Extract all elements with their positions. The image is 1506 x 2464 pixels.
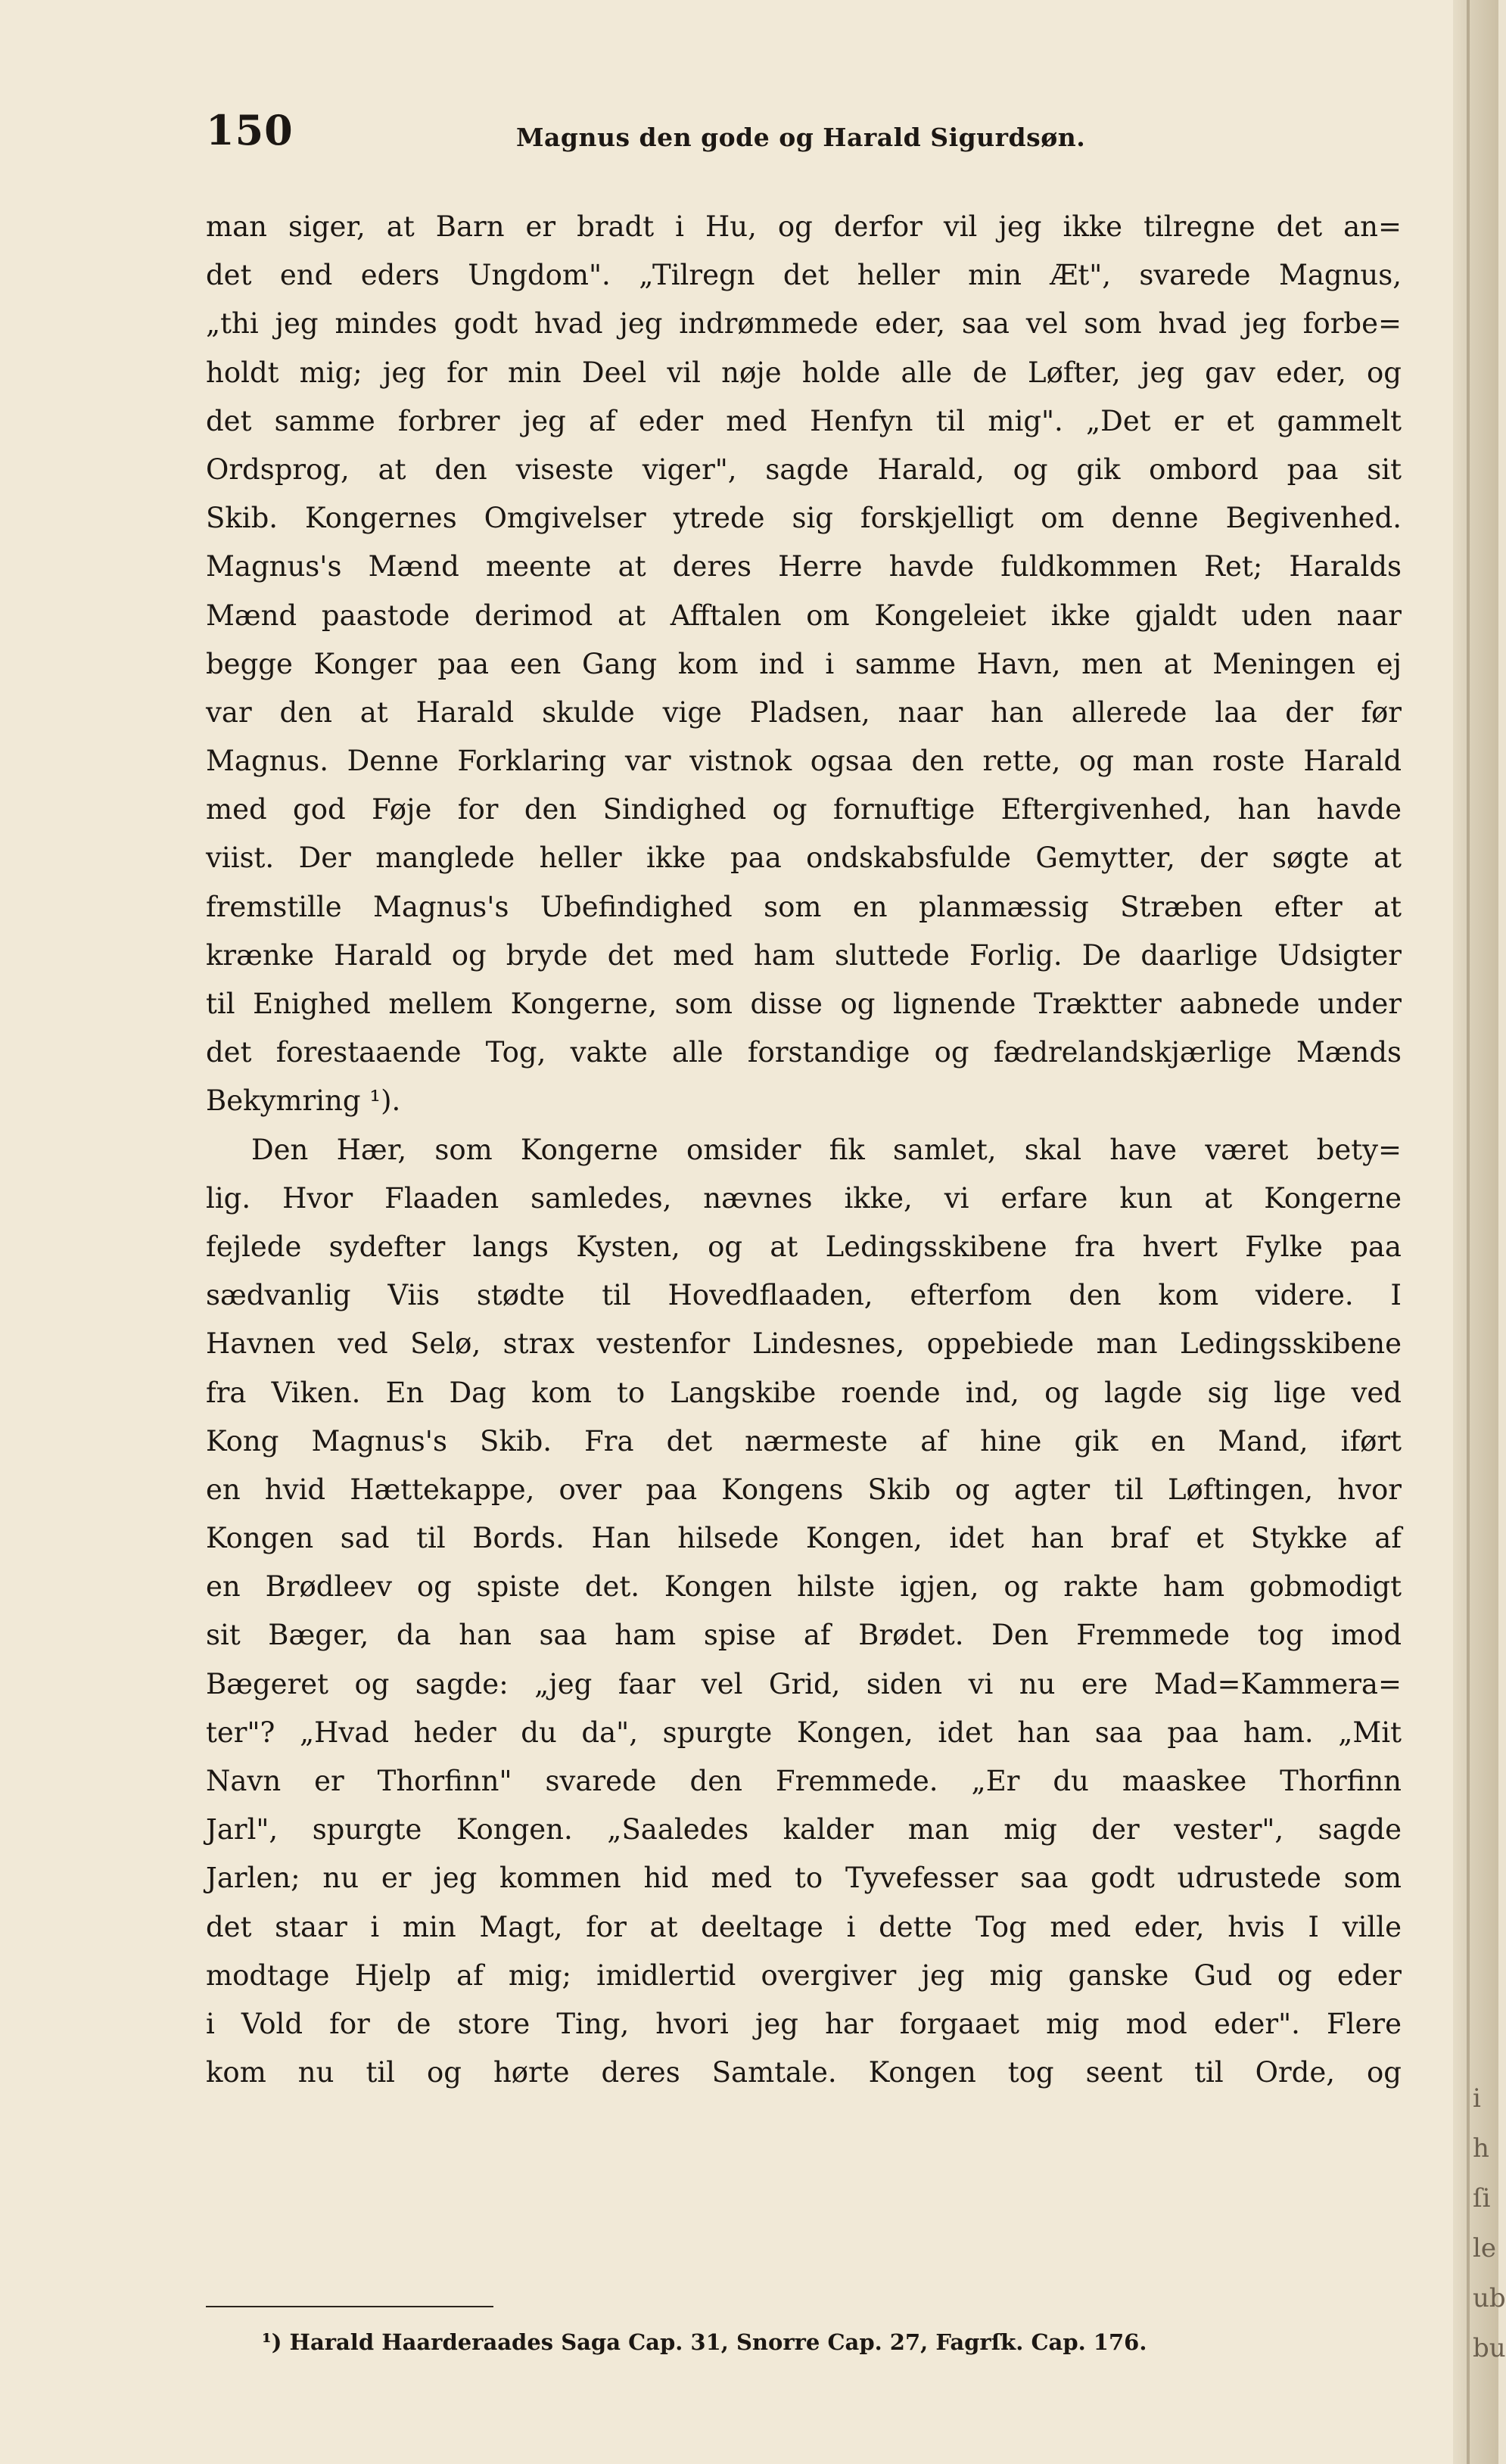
footnote-text: Harald Haarderaades Saga Cap. 31, Snorre Cap. 27, Fagrſk. Cap. 176. xyxy=(289,2329,1147,2355)
text-line: med god Føje for den Sindighed og fornuftige Eftergivenhed, han havde xyxy=(206,793,1402,826)
text-line: en hvid Hættekappe, over paa Kongens Skib og agter til Løftingen, hvor xyxy=(206,1473,1402,1506)
text-line: det samme forbrer jeg af eder med Henfyn til mig". „Det er et gammelt xyxy=(206,404,1402,437)
edge-fragment: ub xyxy=(1473,2283,1506,2313)
text-line: det staar i min Magt, for at deeltage i dette Tog med eder, hvis I ville xyxy=(206,1910,1402,1943)
text-line: det end eders Ungdom". „Tilregn det heller min Æt", svarede Magnus, xyxy=(206,259,1402,292)
page-number: 150 xyxy=(206,106,294,154)
paragraph-end-line: Bekymring ¹). xyxy=(206,1084,401,1118)
running-head: Magnus den gode og Harald Sigurdsøn. xyxy=(516,123,1086,152)
edge-fragment: h xyxy=(1473,2133,1489,2164)
text-line: modtage Hjelp af mig; imidlertid overgiver jeg mig ganske Gud og eder xyxy=(206,1958,1402,1992)
text-line: lig. Hvor Flaaden samledes, nævnes ikke, vi erfare kun at Kongerne xyxy=(206,1181,1402,1215)
text-line: Mænd paastode derimod at Afftalen om Kongeleiet ikke gjaldt uden naar xyxy=(206,599,1402,632)
text-line: fremstille Magnus's Ubefindighed som en planmæssig Stræben efter at xyxy=(206,890,1402,923)
text-line: fra Viken. En Dag kom to Langskibe roende ind, og lagde sig lige ved xyxy=(206,1376,1402,1409)
text-line: fejlede sydefter langs Kysten, og at Ledingsskibene fra hvert Fylke paa xyxy=(206,1230,1402,1263)
body-text xyxy=(206,203,1402,2097)
text-line: i Vold for de store Ting, hvori jeg har forgaaet mig mod eder". Flere xyxy=(206,2007,1402,2040)
text-line: Jarl", spurgte Kongen. „Saaledes kalder man mig der vester", sagde xyxy=(206,1813,1402,1846)
text-line: Havnen ved Selø, strax vestenfor Lindesnes, oppebiede man Ledingsskibene xyxy=(206,1327,1402,1361)
text-line: Kongen sad til Bords. Han hilsede Kongen, idet han braf et Stykke af xyxy=(206,1522,1402,1555)
text-line: begge Konger paa een Gang kom ind i samme Havn, men at Meningen ej xyxy=(206,647,1402,680)
text-line: Skib. Kongernes Omgivelser ytrede sig forskjelligt om denne Begivenhed. xyxy=(206,502,1402,535)
page-fold xyxy=(1467,0,1470,2464)
edge-fragment: bu xyxy=(1473,2333,1506,2363)
text-line: Ordsprog, at den viseste viger", sagde Harald, og gik ombord paa sit xyxy=(206,453,1402,486)
text-line: holdt mig; jeg for min Deel vil nøje holde alle de Løfter, jeg gav eder, og xyxy=(206,356,1402,389)
facing-page-edge xyxy=(1453,0,1506,2464)
text-line: ter"? „Hvad heder du da", spurgte Kongen, idet han saa paa ham. „Mit xyxy=(206,1716,1402,1749)
text-line: Magnus's Mænd meente at deres Herre havde fuldkommen Ret; Haralds xyxy=(206,550,1402,583)
text-line: sædvanlig Viis stødte til Hovedflaaden, efterfom den kom videre. I xyxy=(206,1279,1402,1312)
text-line: viist. Der manglede heller ikke paa ondskabsfulde Gemytter, der søgte at xyxy=(206,842,1402,875)
text-line: man siger, at Barn er bradt i Hu, og derfor vil jeg ikke tilregne det an= xyxy=(206,210,1402,243)
paragraph-start-line: Den Hær, som Kongerne omsider fik samlet, skal have været bety= xyxy=(251,1133,1402,1166)
text-line: Kong Magnus's Skib. Fra det nærmeste af hine gik en Mand, iført xyxy=(206,1424,1402,1458)
text-line: Navn er Thorfinn" svarede den Fremmede. „Er du maaskee Thorfinn xyxy=(206,1765,1402,1797)
text-line: Magnus. Denne Forklaring var vistnok ogsaa den rette, og man roste Harald xyxy=(206,745,1402,778)
footnote-rule xyxy=(206,2306,493,2307)
text-line: kom nu til og hørte deres Samtale. Kongen tog seent til Orde, og xyxy=(206,2056,1402,2089)
edge-fragment: ſi xyxy=(1473,2183,1491,2214)
text-line: det forestaaende Tog, vakte alle forstandige og fædrelandskjærlige Mænds xyxy=(206,1036,1402,1069)
footnote xyxy=(262,2329,1147,2355)
edge-fragment: i xyxy=(1473,2083,1481,2114)
edge-fragment: le xyxy=(1473,2233,1496,2263)
text-line: krænke Harald og bryde det med ham sluttede Forlig. De daarlige Udsigter xyxy=(206,938,1402,972)
page-header xyxy=(206,106,1417,166)
footnote-marker: ¹) xyxy=(262,2329,282,2355)
text-line: „thi jeg mindes godt hvad jeg indrømmede eder, saa vel som hvad jeg forbe= xyxy=(206,307,1402,341)
text-line: Bægeret og sagde: „jeg faar vel Grid, siden vi nu ere Mad=Kammera= xyxy=(206,1667,1402,1700)
text-line: en Brødleev og spiste det. Kongen hilste igjen, og rakte ham gobmodigt xyxy=(206,1570,1402,1604)
text-line: Jarlen; nu er jeg kommen hid med to Tyvefesser saa godt udrustede som xyxy=(206,1862,1402,1895)
text-line: var den at Harald skulde vige Pladsen, naar han allerede laa der før xyxy=(206,695,1402,729)
text-line: sit Bæger, da han saa ham spise af Brødet. Den Fremmede tog imod xyxy=(206,1619,1402,1652)
facing-page-fragments xyxy=(1473,2074,1506,2373)
text-line: til Enighed mellem Kongerne, som disse og lignende Træktter aabnede under xyxy=(206,988,1402,1020)
